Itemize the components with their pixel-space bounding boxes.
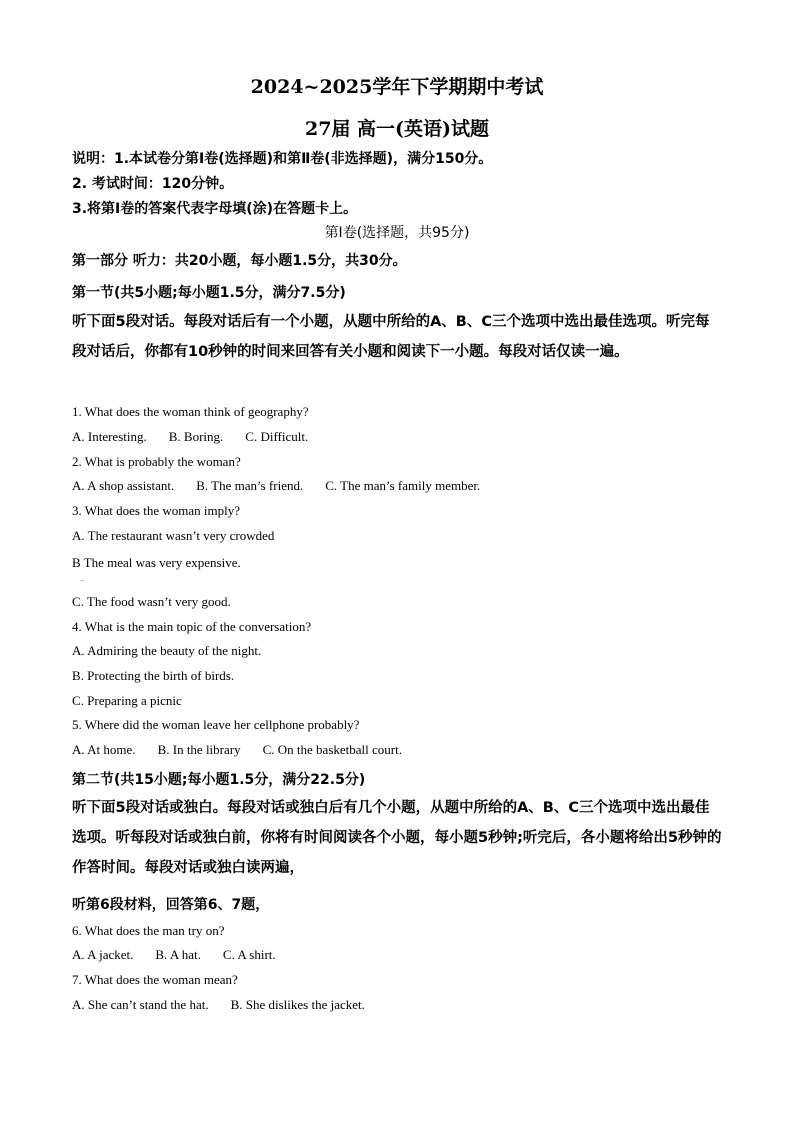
question-2-stem: 2. What is probably the woman?: [72, 454, 241, 469]
option-b: B. Boring.: [168, 429, 224, 444]
material-6-heading: 听第6段材料，回答第6、7题，: [72, 897, 270, 913]
question-5-options: [72, 742, 424, 758]
option-c: C. On the basketball court.: [262, 742, 402, 757]
option-a: A. A shop assistant.: [72, 478, 175, 493]
stray-dot: .: [81, 574, 83, 583]
question-3-option-c: C. The food wasn’t very good.: [72, 594, 231, 609]
option-b: B. A hat.: [155, 947, 201, 962]
question-3-option-a: A. The restaurant wasn’t very crowded: [72, 528, 275, 543]
question-7-options: [72, 997, 387, 1013]
instruction-line-1: 说明：1.本试卷分第Ⅰ卷(选择题)和第Ⅱ卷(非选择题)，满分150分。: [72, 151, 493, 167]
question-3-stem: 3. What does the woman imply?: [72, 503, 241, 518]
option-c: C. Difficult.: [245, 429, 309, 444]
question-1-stem: 1. What does the woman think of geography?: [72, 404, 309, 419]
volume-heading: 第Ⅰ卷(选择题，共95分): [324, 225, 470, 241]
question-2-options: [72, 478, 502, 494]
section1-heading: 第一节(共5小题;每小题1.5分，满分7.5分): [72, 285, 346, 301]
question-4-option-b: B. Protecting the birth of birds.: [72, 668, 235, 683]
instruction-line-2: 2. 考试时间：120分钟。: [72, 176, 234, 192]
section2-directions: 听下面5段对话或独白。每段对话或独白后有几个小题，从题中所给的A、B、C三个选项中选出最佳选项。听每段对话或独白前，你将有时间阅读各个小题，每小题5秒钟;听完后，各小题将给出5秒钟的作答时间。每段对话或独白读两遍，: [72, 800, 722, 876]
question-6-options: [72, 947, 298, 963]
question-7-stem: 7. What does the woman mean?: [72, 972, 238, 987]
option-a: A. A jacket.: [72, 947, 134, 962]
section2-heading: 第二节(共15小题;每小题1.5分，满分22.5分): [72, 772, 366, 788]
option-c: C. The man’s family member.: [325, 478, 481, 493]
option-b: B. She dislikes the jacket.: [230, 997, 365, 1012]
exam-subtitle: 27届 高一(英语)试题: [304, 118, 490, 140]
part1-heading: 第一部分 听力：共20小题，每小题1.5分，共30分。: [72, 253, 407, 269]
option-a: A. Interesting.: [72, 429, 147, 444]
section1-directions: 听下面5段对话。每段对话后有一个小题，从题中所给的A、B、C三个选项中选出最佳选项。听完每段对话后，你都有10秒钟的时间来回答有关小题和阅读下一小题。每段对话仅读一遍。: [72, 314, 710, 360]
question-5-stem: 5. Where did the woman leave her cellphone probably?: [72, 717, 360, 732]
question-4-option-c: C. Preparing a picnic: [72, 693, 182, 708]
question-3-option-b: B The meal was very expensive.: [72, 555, 241, 570]
option-a: A. She can’t stand the hat.: [72, 997, 209, 1012]
question-1-options: [72, 429, 330, 445]
option-c: C. A shirt.: [222, 947, 276, 962]
option-a: A. At home.: [72, 742, 136, 757]
instruction-line-3: 3.将第Ⅰ卷的答案代表字母填(涂)在答题卡上。: [72, 201, 358, 217]
question-6-stem: 6. What does the man try on?: [72, 923, 225, 938]
option-b: B. In the library: [157, 742, 241, 757]
question-4-stem: 4. What is the main topic of the conversation?: [72, 619, 312, 634]
option-b: B. The man’s friend.: [196, 478, 304, 493]
question-4-option-a: A. Admiring the beauty of the night.: [72, 643, 262, 658]
exam-title: 2024~2025学年下学期期中考试: [250, 76, 544, 98]
